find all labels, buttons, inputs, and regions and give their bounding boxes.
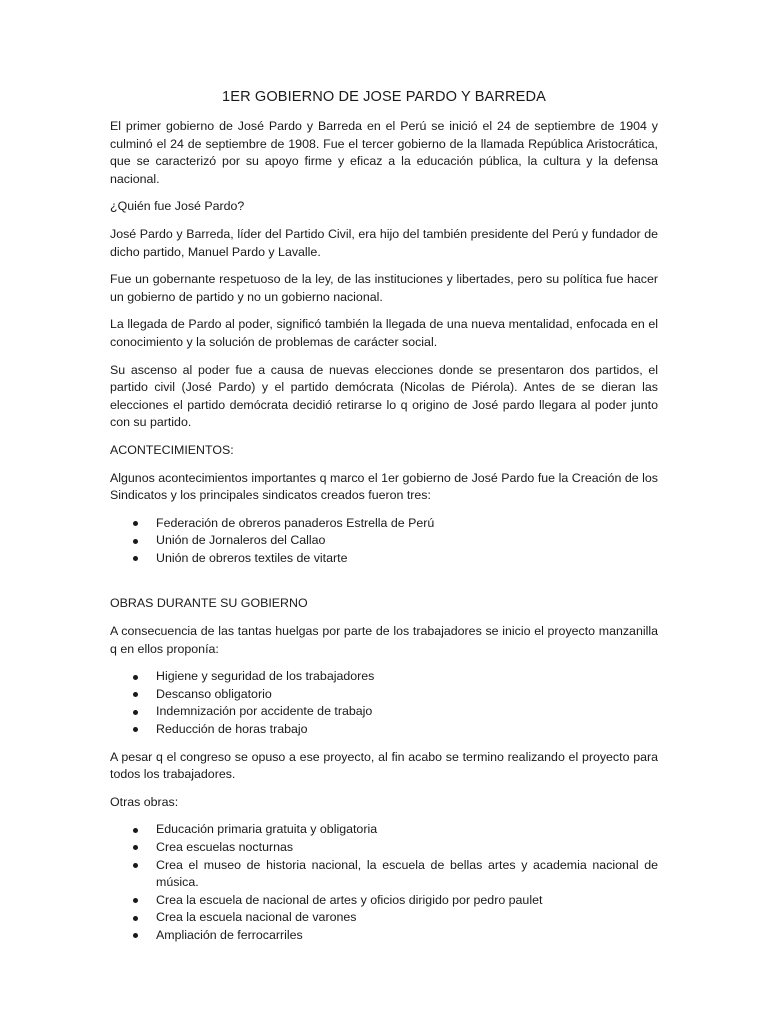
list-item bbox=[110, 721, 658, 739]
list-item-text: Higiene y seguridad de los trabajadores bbox=[156, 669, 375, 684]
list-item bbox=[110, 703, 658, 721]
bio-paragraph-1: José Pardo y Barreda, líder del Partido Civil, era hijo del también presidente del Perú y fundador de dicho partido, Manuel Pardo y Lavalle. bbox=[110, 226, 658, 259]
events-heading: ACONTECIMIENTOS: bbox=[110, 442, 234, 457]
other-works-list bbox=[110, 821, 658, 944]
list-item-text: Reducción de horas trabajo bbox=[156, 722, 308, 737]
bio-paragraph-3: La llegada de Pardo al poder, significó también la llegada de una nueva mentalidad, enfocada en el conocimiento y la solución de problemas de carácter social. bbox=[110, 317, 658, 349]
intro-paragraph: El primer gobierno de José Pardo y Barreda en el Perú se inició el 24 de septiembre de 1904 y culminó el 24 de septiembre de 1908. Fue el tercer gobierno de la llamada República Aristocrática, que se caracterizó por su apoyo firme y eficaz a la educación pública, la cultura y la defensa nacional. bbox=[110, 119, 658, 186]
bullet-icon bbox=[133, 556, 138, 561]
bullet-icon bbox=[133, 828, 138, 833]
list-item bbox=[110, 892, 658, 910]
works-heading: OBRAS DURANTE SU GOBIERNO bbox=[110, 596, 308, 611]
bullet-icon bbox=[133, 710, 138, 715]
list-item bbox=[110, 927, 658, 945]
list-item-text: Crea la escuela de nacional de artes y oficios dirigido por pedro paulet bbox=[156, 892, 543, 907]
list-item-text: Crea la escuela nacional de varones bbox=[156, 910, 357, 925]
list-item-text: Educación primaria gratuita y obligatoria bbox=[156, 822, 378, 837]
list-item-text: Ampliación de ferrocarriles bbox=[156, 927, 303, 942]
bullet-icon bbox=[133, 539, 138, 544]
bullet-icon bbox=[133, 675, 138, 680]
unions-list bbox=[110, 515, 658, 568]
list-item-text: Unión de Jornaleros del Callao bbox=[156, 533, 326, 548]
document-body bbox=[110, 88, 658, 955]
list-item bbox=[110, 821, 658, 839]
list-item-text: Indemnización por accidente de trabajo bbox=[156, 704, 373, 719]
bullet-icon bbox=[133, 933, 138, 938]
bullet-icon bbox=[133, 845, 138, 850]
document-title: 1ER GOBIERNO DE JOSE PARDO Y BARREDA bbox=[222, 89, 546, 105]
bullet-icon bbox=[133, 916, 138, 921]
list-item bbox=[110, 839, 658, 857]
list-item-text: Crea el museo de historia nacional, la escuela de bellas artes y academia nacional de música. bbox=[156, 857, 658, 890]
list-item bbox=[110, 532, 658, 550]
bullet-icon bbox=[133, 521, 138, 526]
list-item-text: Federación de obreros panaderos Estrella de Perú bbox=[156, 515, 435, 530]
list-item bbox=[110, 550, 658, 568]
bullet-icon bbox=[133, 898, 138, 903]
list-item bbox=[110, 686, 658, 704]
list-item-text: Descanso obligatorio bbox=[156, 686, 272, 701]
bullet-icon bbox=[133, 727, 138, 732]
proposals-list bbox=[110, 668, 658, 738]
bio-paragraph-2: Fue un gobernante respetuoso de la ley, de las instituciones y libertades, pero su política fue hacer un gobierno de partido y no un gobierno nacional. bbox=[110, 272, 658, 304]
question-paragraph: ¿Quién fue José Pardo? bbox=[110, 199, 245, 214]
list-item bbox=[110, 909, 658, 927]
bullet-icon bbox=[133, 692, 138, 697]
bullet-icon bbox=[133, 863, 138, 868]
congress-note-paragraph: A pesar q el congreso se opuso a ese proyecto, al fin acabo se termino realizando el proyecto para todos los trabajadores. bbox=[110, 749, 658, 782]
events-intro-paragraph: Algunos acontecimientos importantes q marco el 1er gobierno de José Pardo fue la Creación de los Sindicatos y los principales sindicatos creados fueron tres: bbox=[110, 470, 658, 503]
list-item bbox=[110, 668, 658, 686]
list-item-text: Unión de obreros textiles de vitarte bbox=[156, 550, 348, 565]
bio-paragraph-4: Su ascenso al poder fue a causa de nuevas elecciones donde se presentaron dos partidos, el partido civil (José Pardo) y el partido demócrata (Nicolas de Piérola). Antes de se dieran las elecciones el partido demócrata decidió retirarse lo q origino de José pardo llegara al poder junto con su partido. bbox=[110, 362, 658, 430]
list-item bbox=[110, 857, 658, 892]
other-works-heading: Otras obras: bbox=[110, 794, 179, 809]
works-intro-paragraph: A consecuencia de las tantas huelgas por parte de los trabajadores se inicio el proyecto manzanilla q en ellos proponía: bbox=[110, 624, 658, 656]
list-item-text: Crea escuelas nocturnas bbox=[156, 840, 294, 854]
list-item bbox=[110, 515, 658, 533]
